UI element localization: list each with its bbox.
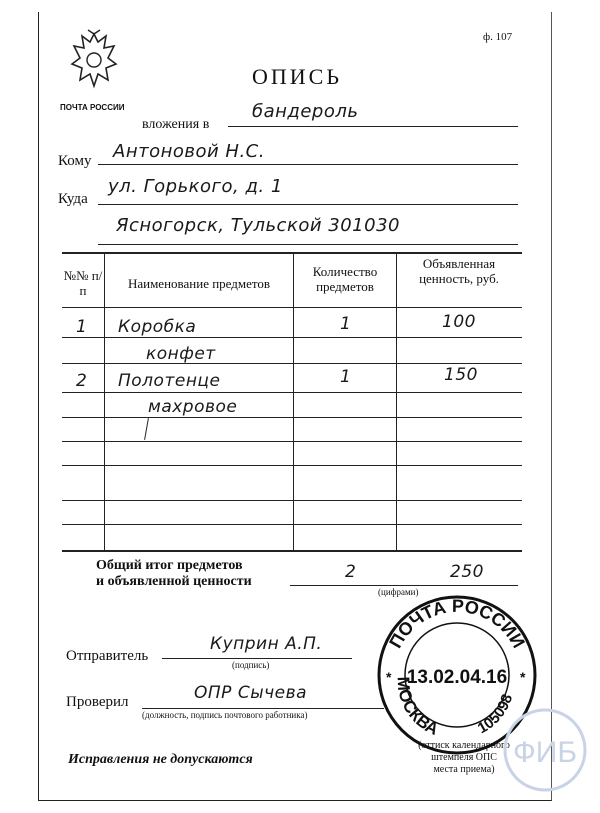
stamp-top-text: ПОЧТА РОССИИ — [385, 595, 529, 652]
header-value: Объявленная ценность, руб. — [419, 256, 499, 286]
totals-label-2: и объявленной ценности — [96, 574, 252, 589]
svg-text:*: * — [520, 669, 526, 685]
header-qty: Количество предметов — [312, 264, 378, 294]
checked-signature: ОПР Сычева — [194, 683, 308, 703]
stamp-city: МОСКВА — [393, 676, 442, 739]
row1-num: 1 — [76, 317, 88, 337]
to-value: Антоновой Н.С. — [113, 141, 265, 162]
stamp-date: 13.02.04.16 — [406, 667, 508, 688]
totals-value: 250 — [450, 562, 484, 582]
totals-note: (цифрами) — [378, 587, 419, 597]
svg-text:ФИБ: ФИБ — [512, 736, 578, 769]
row3-value: 150 — [444, 365, 478, 385]
to-label: Кому — [58, 153, 92, 169]
checked-label: Проверил — [66, 694, 129, 710]
contents-value: бандероль — [252, 101, 359, 122]
header-name: Наименование предметов — [127, 276, 271, 291]
row3-num: 2 — [76, 371, 88, 391]
row2-name: конфет — [146, 344, 216, 364]
header-num: №№ п/п — [63, 268, 103, 298]
footer-note: Исправления не допускаются — [68, 752, 253, 767]
row1-qty: 1 — [340, 314, 352, 334]
where-label: Куда — [58, 191, 88, 207]
totals-label-1: Общий итог предметов — [96, 558, 243, 573]
row1-name: Коробка — [118, 317, 197, 337]
form-code: ф. 107 — [483, 31, 513, 43]
row1-value: 100 — [442, 312, 476, 332]
watermark-logo — [500, 700, 590, 800]
stamp-index: 105098 — [474, 692, 517, 738]
svg-text:*: * — [386, 669, 392, 685]
stamp-caption: (оттиск календарного штемпеля ОПС места приема) — [418, 740, 510, 775]
emblem-icon — [68, 28, 120, 94]
page-title: ОПИСЬ — [252, 64, 342, 89]
totals-qty: 2 — [345, 562, 357, 582]
sender-signature: Куприн А.П. — [210, 634, 323, 654]
sender-note: (подпись) — [232, 660, 270, 670]
sender-label: Отправитель — [66, 648, 149, 664]
row3-qty: 1 — [340, 367, 352, 387]
where-line2: Ясногорск, Тульской 301030 — [116, 215, 400, 236]
where-line1: ул. Горького, д. 1 — [108, 176, 283, 197]
row3-name: Полотенце — [118, 371, 221, 391]
contents-label: вложения в — [142, 117, 210, 132]
org-name: ПОЧТА РОССИИ — [60, 103, 125, 112]
checked-note: (должность, подпись почтового работника) — [142, 710, 308, 720]
row4-name: махровое — [148, 397, 238, 417]
